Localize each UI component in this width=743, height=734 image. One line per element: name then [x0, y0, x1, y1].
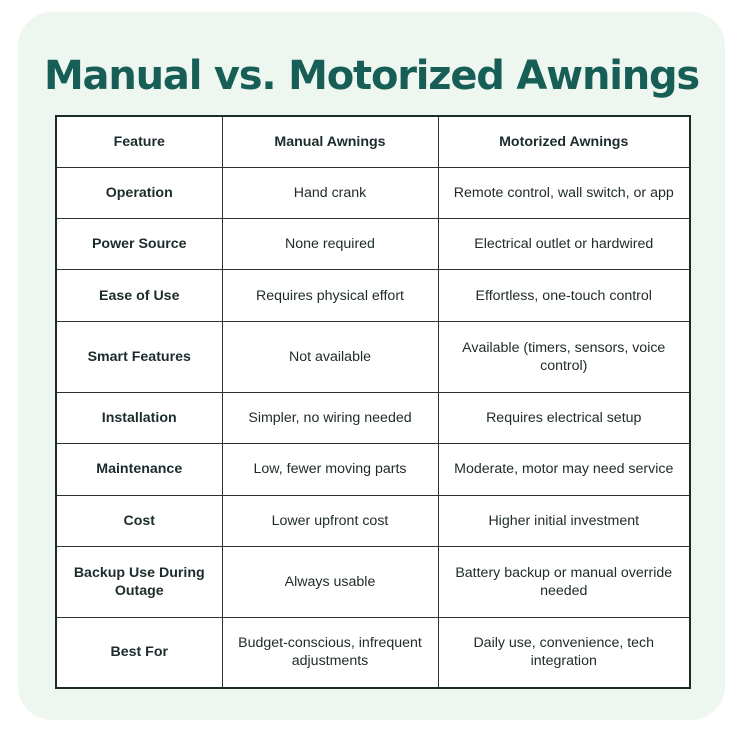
table-row: [56, 167, 690, 218]
motorized-cell: Moderate, motor may need service: [438, 444, 690, 495]
table-row: [56, 218, 690, 269]
table-row: [56, 444, 690, 495]
feature-cell: Ease of Use: [56, 270, 222, 321]
table-row: [56, 495, 690, 546]
column-header-motorized: Motorized Awnings: [438, 116, 690, 167]
manual-cell: None required: [222, 218, 438, 269]
feature-cell: Maintenance: [56, 444, 222, 495]
table-row: [56, 270, 690, 321]
feature-cell: Installation: [56, 392, 222, 443]
feature-cell: Best For: [56, 617, 222, 688]
manual-cell: Simpler, no wiring needed: [222, 392, 438, 443]
column-header-manual: Manual Awnings: [222, 116, 438, 167]
motorized-cell: Effortless, one-touch control: [438, 270, 690, 321]
table-row: [56, 392, 690, 443]
manual-cell: Lower upfront cost: [222, 495, 438, 546]
motorized-cell: Battery backup or manual override needed: [438, 547, 690, 618]
motorized-cell: Electrical outlet or hardwired: [438, 218, 690, 269]
feature-cell: Smart Features: [56, 321, 222, 392]
feature-cell: Operation: [56, 167, 222, 218]
motorized-cell: Remote control, wall switch, or app: [438, 167, 690, 218]
table-row: [56, 547, 690, 618]
table-row: [56, 321, 690, 392]
manual-cell: Budget-conscious, infrequent adjustments: [222, 617, 438, 688]
feature-cell: Backup Use During Outage: [56, 547, 222, 618]
column-header-feature: Feature: [56, 116, 222, 167]
feature-cell: Cost: [56, 495, 222, 546]
manual-cell: Requires physical effort: [222, 270, 438, 321]
manual-cell: Not available: [222, 321, 438, 392]
page-title: Manual vs. Motorized Awnings: [43, 53, 700, 99]
table-header-row: [56, 116, 690, 167]
motorized-cell: Available (timers, sensors, voice control): [438, 321, 690, 392]
comparison-table: [55, 115, 691, 689]
manual-cell: Low, fewer moving parts: [222, 444, 438, 495]
motorized-cell: Higher initial investment: [438, 495, 690, 546]
motorized-cell: Daily use, convenience, tech integration: [438, 617, 690, 688]
table-row: [56, 617, 690, 688]
manual-cell: Always usable: [222, 547, 438, 618]
motorized-cell: Requires electrical setup: [438, 392, 690, 443]
feature-cell: Power Source: [56, 218, 222, 269]
manual-cell: Hand crank: [222, 167, 438, 218]
